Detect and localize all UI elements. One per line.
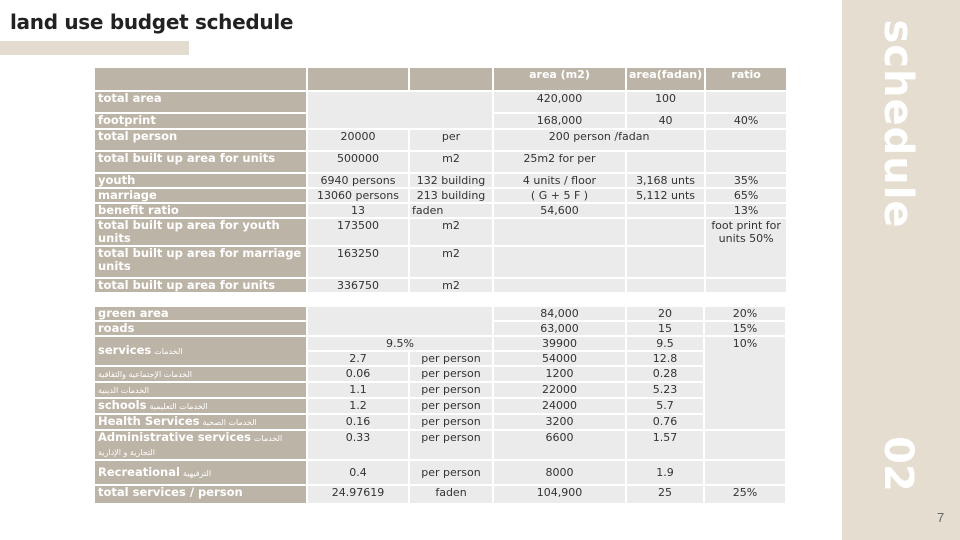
note-cell: foot print for units 50% — [706, 219, 786, 277]
empty-cell — [308, 92, 492, 128]
units-cell: 5,112 unts — [627, 189, 704, 202]
area-m2-cell: 39900 — [494, 337, 625, 350]
unit-cell: per person — [410, 415, 492, 429]
health-label-ar: الخدمات الصحية — [202, 418, 257, 427]
empty-cell — [706, 130, 786, 150]
table-row — [95, 219, 786, 245]
note-cell: 25m2 for per — [494, 152, 625, 172]
table-row — [95, 399, 785, 413]
row-label — [95, 337, 306, 365]
table-row — [95, 152, 786, 172]
table-row — [95, 383, 785, 397]
schools-label-ar: الخدمات التعليمية — [149, 402, 208, 411]
services-table — [93, 305, 787, 505]
value-cell: 163250 — [308, 247, 408, 277]
value-cell: 2.7 — [308, 352, 408, 365]
empty-cell — [494, 279, 625, 292]
unit-cell: per — [410, 130, 492, 150]
religious-label-ar: الخدمات الدينية — [98, 386, 150, 395]
value-cell: 173500 — [308, 219, 408, 245]
unit-cell: per person — [410, 461, 492, 484]
empty-cell — [705, 431, 785, 459]
floors-cell: ( G + 5 F ) — [494, 189, 625, 202]
value-cell: 1.2 — [308, 399, 408, 413]
area-m2-cell: 84,000 — [494, 307, 625, 320]
row-label — [95, 367, 306, 381]
area-m2-cell: 420,000 — [494, 92, 625, 112]
title-accent-bar — [0, 41, 189, 55]
row-label: footprint — [95, 114, 306, 128]
header-cell — [410, 68, 492, 90]
side-section-title: schedule — [875, 19, 921, 229]
area-fadan-cell: 25 — [627, 486, 703, 503]
row-label — [95, 431, 306, 459]
area-fadan-cell: 40 — [627, 114, 704, 128]
buildings-cell: 132 building — [410, 174, 492, 187]
table-header-row — [95, 68, 786, 90]
row-label: total built up area for marriage units — [95, 247, 306, 277]
persons-cell: 13060 persons — [308, 189, 408, 202]
services-label-ar: الخدمات — [154, 347, 183, 356]
area-m2-cell: 6600 — [494, 431, 625, 459]
value-cell: 0.16 — [308, 415, 408, 429]
row-label — [95, 461, 306, 484]
empty-cell — [706, 152, 786, 172]
ratio-cell: 10% — [705, 337, 785, 429]
row-label: total built up area for units — [95, 279, 306, 292]
table-row — [95, 431, 785, 459]
empty-cell — [627, 247, 704, 277]
buildings-cell: 213 building — [410, 189, 492, 202]
empty-cell — [705, 461, 785, 484]
units-cell: 3,168 unts — [627, 174, 704, 187]
area-fadan-cell: 1.57 — [627, 431, 703, 459]
table-row — [95, 247, 786, 277]
admin-label: Administrative services — [98, 431, 251, 444]
ratio-cell: 13% — [706, 204, 786, 217]
row-label: green area — [95, 307, 306, 320]
area-fadan-cell: 15 — [627, 322, 703, 335]
row-label: benefit ratio — [95, 204, 306, 217]
table-row — [95, 279, 786, 292]
row-label: total built up area for units — [95, 152, 306, 172]
empty-cell — [706, 279, 786, 292]
recreational-label: Recreational — [98, 464, 180, 479]
table-row — [95, 486, 785, 503]
area-m2-cell: 104,900 — [494, 486, 625, 503]
land-use-table — [93, 66, 788, 294]
health-label: Health Services — [98, 415, 200, 428]
area-fadan-cell: 0.28 — [627, 367, 703, 381]
page-title: land use budget schedule — [10, 10, 294, 34]
side-section-number: 02 — [875, 436, 921, 492]
empty-cell — [627, 219, 704, 245]
value-cell: 0.06 — [308, 367, 408, 381]
row-label: marriage — [95, 189, 306, 202]
row-label: total area — [95, 92, 306, 112]
note-cell: 200 person /fadan — [494, 130, 704, 150]
table-row — [95, 461, 785, 484]
value-cell: 13 — [308, 204, 408, 217]
unit-cell: per person — [410, 399, 492, 413]
unit-cell: per person — [410, 383, 492, 397]
unit-cell: m2 — [410, 152, 492, 172]
table-row — [95, 92, 786, 112]
row-label — [95, 383, 306, 397]
empty-cell — [627, 152, 704, 172]
table-row — [95, 337, 785, 350]
value-cell: 0.4 — [308, 461, 408, 484]
area-fadan-cell: 5.23 — [627, 383, 703, 397]
area-m2-cell: 8000 — [494, 461, 625, 484]
table-row — [95, 307, 785, 320]
empty-cell — [706, 92, 786, 112]
value-cell: 20000 — [308, 130, 408, 150]
header-cell — [308, 68, 408, 90]
unit-cell: faden — [410, 486, 492, 503]
unit-cell: m2 — [410, 247, 492, 277]
empty-cell — [494, 247, 625, 277]
area-m2-cell: 24000 — [494, 399, 625, 413]
table-row — [95, 204, 786, 217]
page-number: 7 — [937, 510, 945, 525]
row-label — [95, 415, 306, 429]
recreational-label-ar: الترفيهية — [182, 468, 212, 478]
value-cell: 24.97619 — [308, 486, 408, 503]
area-m2-cell: 3200 — [494, 415, 625, 429]
unit-cell: per person — [410, 431, 492, 459]
persons-cell: 6940 persons — [308, 174, 408, 187]
header-area-m2: area (m2) — [494, 68, 625, 90]
area-m2-cell: 22000 — [494, 383, 625, 397]
area-fadan-cell: 12.8 — [627, 352, 703, 365]
table-row — [95, 367, 785, 381]
header-area-fadan: area(fadan) — [627, 68, 704, 90]
floors-cell: 4 units / floor — [494, 174, 625, 187]
unit-cell: per person — [410, 352, 492, 365]
services-label: services — [98, 343, 152, 357]
schools-label: schools — [98, 399, 147, 412]
header-cell — [95, 68, 306, 90]
unit-cell: m2 — [410, 219, 492, 245]
table-row — [95, 415, 785, 429]
value-cell: 1.1 — [308, 383, 408, 397]
row-label: total services / person — [95, 486, 306, 503]
row-label — [95, 399, 306, 413]
row-label: total person — [95, 130, 306, 150]
area-m2-cell: 1200 — [494, 367, 625, 381]
area-fadan-cell: 9.5 — [627, 337, 703, 350]
ratio-cell: 15% — [705, 322, 785, 335]
unit-cell: faden — [410, 204, 492, 217]
social-label-ar: الخدمات الإجتماعية والثقافية — [98, 370, 192, 379]
area-m2-cell: 168,000 — [494, 114, 625, 128]
empty-cell — [308, 307, 492, 335]
row-label: roads — [95, 322, 306, 335]
row-label: total built up area for youth units — [95, 219, 306, 245]
area-fadan-cell: 1.9 — [627, 461, 703, 484]
table-row — [95, 174, 786, 187]
value-cell: 336750 — [308, 279, 408, 292]
unit-cell: per person — [410, 367, 492, 381]
area-fadan-cell: 20 — [627, 307, 703, 320]
value-cell: 0.33 — [308, 431, 408, 459]
empty-cell — [627, 204, 704, 217]
percent-cell: 9.5% — [308, 337, 492, 350]
ratio-cell: 35% — [706, 174, 786, 187]
ratio-cell: 65% — [706, 189, 786, 202]
ratio-cell: 20% — [705, 307, 785, 320]
empty-cell — [627, 279, 704, 292]
table-row — [95, 189, 786, 202]
area-m2-cell: 54000 — [494, 352, 625, 365]
value-cell: 500000 — [308, 152, 408, 172]
area-fadan-cell: 5.7 — [627, 399, 703, 413]
unit-cell: m2 — [410, 279, 492, 292]
area-m2-cell: 54,600 — [494, 204, 625, 217]
area-fadan-cell: 0.76 — [627, 415, 703, 429]
empty-cell — [494, 219, 625, 245]
area-m2-cell: 63,000 — [494, 322, 625, 335]
row-label: youth — [95, 174, 306, 187]
ratio-cell: 25% — [705, 486, 785, 503]
table-row — [95, 130, 786, 150]
header-ratio: ratio — [706, 68, 786, 90]
admin-label-ar: الخدمات التجارية و الإدارية — [98, 434, 283, 457]
area-fadan-cell: 100 — [627, 92, 704, 112]
ratio-cell: 40% — [706, 114, 786, 128]
